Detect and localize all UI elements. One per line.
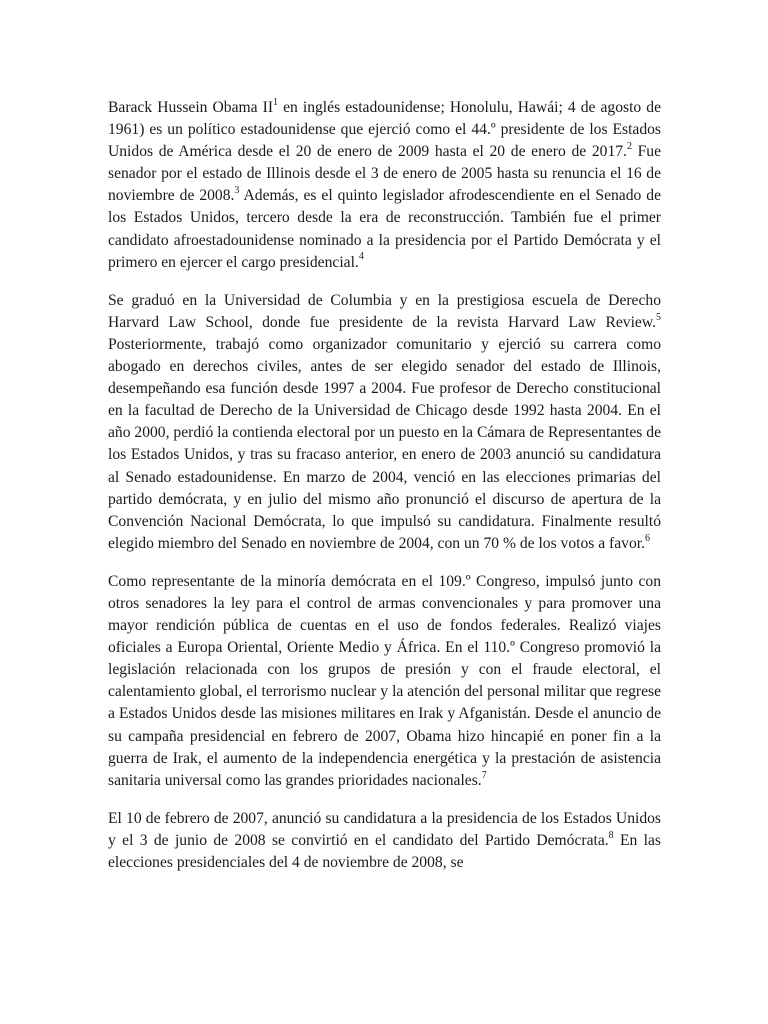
paragraph	[108, 290, 661, 555]
paragraph-text: en inglés estadounidense; Honolulu, Hawái; 4 de agosto de 1961) es un político estadounidense que ejerció como el 44.º presidente de los Estados Unidos de América desde el 20 de enero de 2009 hasta el 20 de enero de 2017.	[108, 99, 661, 161]
paragraph-text: En las elecciones presidenciales del 4 de noviembre de 2008, se	[108, 831, 661, 871]
paragraph	[108, 571, 661, 792]
paragraph	[108, 808, 661, 874]
paragraph	[108, 97, 661, 274]
footnote-ref[interactable]: 5	[656, 311, 661, 323]
paragraph-text: Fue senador por el estado de Illinois desde el 3 de enero de 2005 hasta su renuncia el 16 de noviembre de 2008.	[108, 143, 661, 205]
footnote-ref[interactable]: 1	[273, 96, 279, 108]
paragraph-text: Barack Hussein Obama II	[108, 99, 274, 116]
paragraph-text: Como representante de la minoría demócrata en el 109.º Congreso, impulsó junto con otros senadores la ley para el control de armas convencionales y para promover una mayor rendición pública de cuentas en el uso de fondos federales. Realizó viajes oficiales a Europa Oriental, Oriente Medio y África. En el 110.º Congreso promovió la legislación relacionada con los grupos de presión y con el fraude electoral, el calentamiento global, el terrorismo nuclear y la atención del personal militar que regrese a Estados Unidos desde las misiones militares en Irak y Afganistán. Desde el anuncio de su campaña presidencial en febrero de 2007, Obama hizo hincapié en poner fin a la guerra de Irak, el aumento de la independencia energética y la prestación de asistencia sanitaria universal como las grandes prioridades nacionales.	[108, 572, 661, 789]
paragraph-text: Posteriormente, trabajó como organizador comunitario y ejerció su carrera como abogado en derechos civiles, antes de ser elegido senador del estado de Illinois, desempeñando esa función desde 1997 a 2004. Fue profesor de Derecho constitucional en la facultad de Derecho de la Universidad de Chicago desde 1992 hasta 2004. En el año 2000, perdió la contienda electoral por un puesto en la Cámara de Representantes de los Estados Unidos, y tras su fracaso anterior, en enero de 2003 anunció su candidatura al Senado estadounidense. En marzo de 2004, venció en las elecciones primarias del partido demócrata, y en julio del mismo año pronunció el discurso de apertura de la Convención Nacional Demócrata, lo que impulsó su candidatura. Finalmente resultó elegido miembro del Senado en noviembre de 2004, con un 70 % de los votos a favor.	[108, 335, 661, 552]
footnote-ref[interactable]: 4	[358, 251, 364, 263]
footnote-ref[interactable]: 2	[626, 141, 632, 152]
paragraph-text: Además, es el quinto legislador afrodescendiente en el Senado de los Estados Unidos, tercero desde la era de reconstrucción. También fue el primer candidato afroestadounidense nominado a la presidencia por el Partido Demócrata y el primero en ejercer el cargo presidencial.	[108, 187, 661, 271]
footnote-ref[interactable]: 3	[234, 185, 240, 197]
footnote-ref[interactable]: 7	[481, 769, 487, 781]
document-page	[108, 97, 661, 874]
footnote-ref[interactable]: 8	[608, 829, 614, 841]
footnote-ref[interactable]: 6	[645, 532, 650, 544]
paragraph-text: El 10 de febrero de 2007, anunció su candidatura a la presidencia de los Estados Unidos y el 3 de junio de 2008 se convirtió en el candidato del Partido Demócrata.	[108, 809, 661, 849]
paragraph-text: Se graduó en la Universidad de Columbia y en la prestigiosa escuela de Derecho Harvard Law School, donde fue presidente de la revista Harvard Law Review.	[108, 291, 661, 331]
